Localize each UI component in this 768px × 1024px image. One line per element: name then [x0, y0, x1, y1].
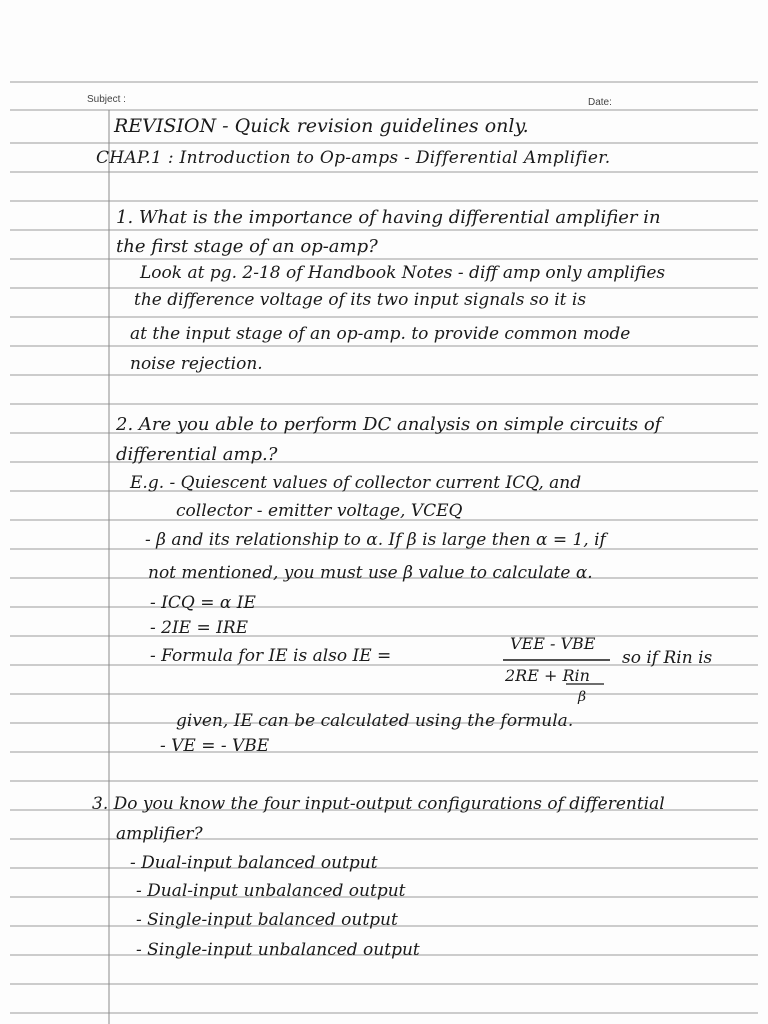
subject-label: Subject :: [87, 94, 126, 105]
chapter-title: CHAP.1 : Introduction to Op-amps - Differential Amplifier.: [96, 148, 611, 168]
q3-config-item: - Dual-input unbalanced output: [136, 881, 406, 901]
q3-question-line1: 3. Do you know the four input-output configurations of differential: [92, 794, 665, 814]
q2-beta-line2: not mentioned, you must use β value to calculate α.: [148, 563, 593, 583]
q2-given-line: given, IE can be calculated using the formula.: [176, 711, 574, 731]
date-label: Date:: [588, 97, 612, 108]
q2-formula-lead: - Formula for IE is also IE =: [150, 646, 392, 666]
q3-config-item: - Single-input unbalanced output: [136, 940, 420, 960]
q2-formula-beta: β: [578, 689, 587, 705]
q2-icq-line: - ICQ = α IE: [150, 593, 256, 613]
q2-formula-tail: so if Rin is: [622, 648, 713, 668]
q1-question-line1: 1. What is the importance of having differential amplifier in: [116, 207, 661, 228]
q2-question-line2: differential amp.?: [116, 444, 278, 465]
q3-question-line2: amplifier?: [116, 824, 203, 844]
q2-example-line1: E.g. - Quiescent values of collector current ICQ, and: [130, 473, 582, 493]
q2-ve-line: - VE = - VBE: [160, 736, 270, 756]
q2-question-line1: 2. Are you able to perform DC analysis on simple circuits of: [116, 414, 662, 435]
q1-answer-line4: noise rejection.: [130, 354, 263, 374]
q2-example-line2: collector - emitter voltage, VCEQ: [176, 501, 463, 521]
revision-title: REVISION - Quick revision guidelines only.: [114, 115, 529, 137]
q2-formula-denominator: 2RE + Rin: [505, 666, 590, 685]
q1-answer-line3: at the input stage of an op-amp. to provide common mode: [130, 324, 631, 344]
q3-config-item: - Dual-input balanced output: [130, 853, 378, 873]
q1-answer-line1: Look at pg. 2-18 of Handbook Notes - diff amp only amplifies: [140, 263, 666, 283]
q2-ire-line: - 2IE = IRE: [150, 618, 249, 638]
q3-config-item: - Single-input balanced output: [136, 910, 398, 930]
q2-formula-numerator: VEE - VBE: [510, 634, 596, 653]
q1-answer-line2: the difference voltage of its two input signals so it is: [134, 290, 587, 310]
q1-question-line2: the first stage of an op-amp?: [116, 236, 378, 257]
q2-beta-line1: - β and its relationship to α. If β is large then α = 1, if: [145, 530, 606, 550]
